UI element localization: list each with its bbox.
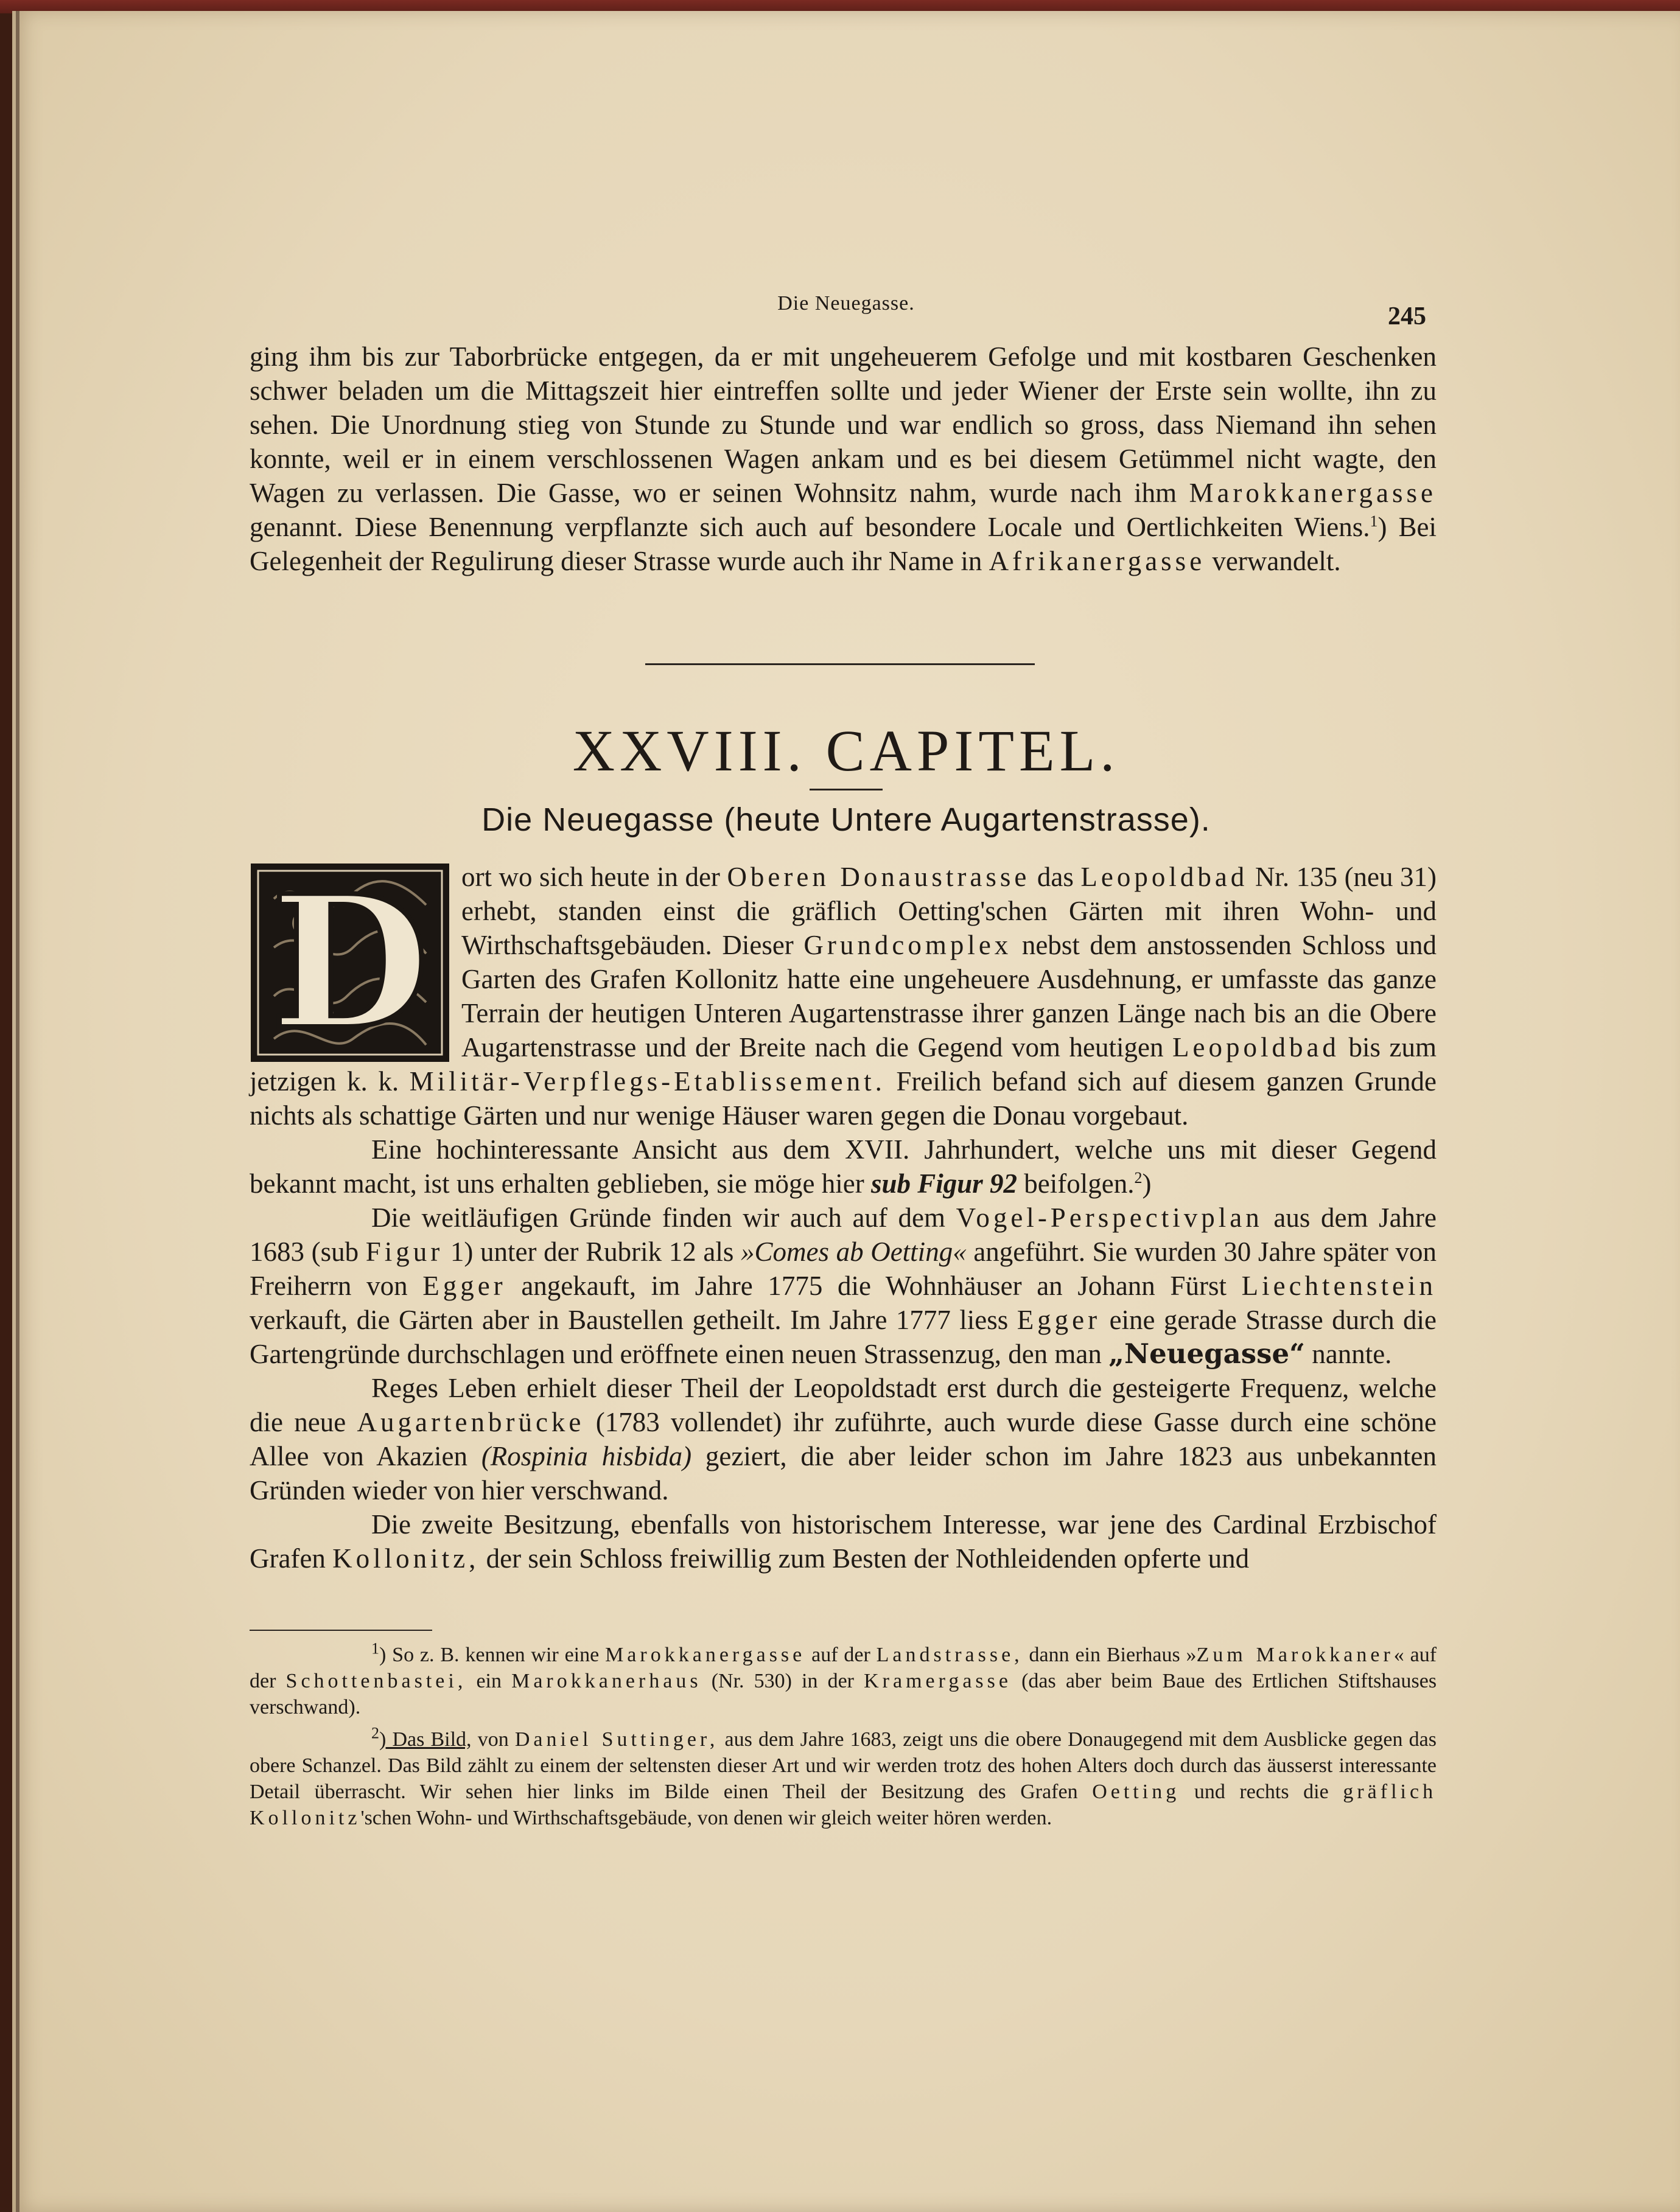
person-name: Egger (422, 1271, 506, 1301)
footnote-2 (250, 1726, 1437, 1831)
footnotes (250, 1639, 1437, 1837)
fn-text: ) So z. B. kennen wir eine (379, 1644, 600, 1666)
p3-text: Die weitläufigen Gründe finden wir auch auf dem (371, 1202, 946, 1233)
emphasized-term: Vogel-Perspectivplan (956, 1202, 1263, 1233)
p3-text: nannte. (1312, 1339, 1392, 1369)
place-name: Leopoldbad (1080, 862, 1248, 892)
intro-paragraph (250, 340, 1437, 578)
p3-text: angekauft, im Jahre 1775 die Wohnhäuser an Johann Fürst (521, 1271, 1227, 1301)
p4-text: geziert, die aber leider schon im Jahre 1823 aus unbekannten Gründen wieder von hier verschwand. (250, 1441, 1437, 1505)
p1-text: bis zum jetzigen k. k. (250, 1032, 1437, 1097)
place-name: Militär-Verpflegs-Etablissement. (409, 1066, 886, 1097)
p4-text: (1783 vollendet) ihr zuführte, auch wurde diese Gasse durch eine schöne Allee von Akazien (250, 1407, 1437, 1471)
p5-text: der sein Schloss freiwillig zum Besten der Nothleidenden opferte und (486, 1543, 1250, 1574)
fn-text: ein (476, 1670, 502, 1692)
section-divider (645, 663, 1035, 665)
p4-text: Reges Leben erhielt dieser Theil der Leopoldstadt erst durch die gesteigerte Frequenz, welche die neue (250, 1373, 1437, 1437)
title-rule (810, 789, 883, 790)
person-name: gräflich Kollonitz (250, 1781, 1437, 1829)
emphasized-term: Figur (365, 1237, 444, 1267)
p3-text: verkauft, die Gärten aber in Baustellen getheilt. Im Jahre 1777 liess (250, 1305, 1009, 1335)
person-name: Kollonitz, (332, 1543, 480, 1574)
footnote-number: 1 (371, 1639, 379, 1658)
place-name: Leopoldbad (1172, 1032, 1340, 1062)
p2-text: Eine hochinteressante Ansicht aus dem XVII. Jahrhundert, welche uns mit dieser Gegend bekannt macht, ist uns erhalten geblieben, sie möge hier (250, 1134, 1437, 1199)
footnote-rule (250, 1630, 432, 1631)
p2-text: ) (1142, 1168, 1152, 1199)
p1-text: Nr. 135 (neu 31) erhebt, standen einst die gräflich Oetting'schen Gärten mit ihren Wohn- und Wirthschaftsgebäuden. Dieser (461, 862, 1437, 960)
latin-name: (Rospinia hisbida) (481, 1441, 692, 1471)
street-name: Oberen Donaustrasse (727, 862, 1031, 892)
footnote-ref: 1 (1370, 512, 1378, 530)
fn-text: auf der (811, 1644, 870, 1666)
p5-text: Die zweite Besitzung, ebenfalls von historischem Interesse, war jene des Cardinal Erzbischof Grafen (250, 1509, 1437, 1574)
drop-cap (250, 855, 450, 1070)
footnote-1 (250, 1639, 1437, 1720)
inn-name: Zum Marokkaner (1196, 1644, 1394, 1666)
book-page (12, 11, 1680, 2212)
latin-quote: »Comes ab Oetting« (740, 1237, 967, 1267)
intro-street-name-2: Afrikanergasse (989, 546, 1206, 576)
fn-text: und rechts die (1194, 1781, 1329, 1803)
p1-text: ort wo sich heute in der (461, 862, 720, 892)
binding-edge (16, 11, 19, 2212)
place-name: Augartenbrücke (357, 1407, 585, 1437)
fn-text: ) Das Bild, (379, 1728, 472, 1751)
street-name-fraktur: „Neuegasse“ (1108, 1338, 1305, 1370)
p3-text: eine gerade Strasse durch die Gartengründe durchschlagen und eröffnete einen neuen Strassenzug, den man (250, 1305, 1437, 1369)
drop-cap-letter: D (270, 855, 430, 1070)
intro-text-4: verwandelt. (1212, 546, 1341, 576)
figure-reference: sub Figur 92 (870, 1168, 1018, 1199)
fn-text: aus dem Jahre 1683, zeigt uns die obere Donaugegend mit dem Ausblicke gegen das obere Schanzel. Das Bild zählt zu einem der seltensten dieser Art und wir werden trotz des hohen Alters doch durch das äusserst interessante Detail überrascht. Wir sehen hier links im Bilde einen Theil der Besitzung des Grafen (250, 1728, 1437, 1803)
p3-text: 1) unter der Rubrik 12 als (450, 1237, 734, 1267)
page-number: 245 (1388, 302, 1426, 330)
chapter-subtitle: Die Neuegasse (heute Untere Augartenstrasse). (481, 801, 1211, 838)
p2-text: beifolgen. (1024, 1168, 1135, 1199)
place-name: Landstrasse, (876, 1644, 1023, 1666)
fn-text: (das aber beim Baue des Ertlichen Stiftshauses verschwand). (250, 1670, 1437, 1718)
chapter-body (250, 855, 1437, 1575)
intro-text-2: genannt. Diese Benennung verpflanzte sich auch auf besondere Locale und Oertlichkeiten Wiens. (250, 512, 1370, 542)
intro-street-name: Marokkanergasse (1189, 478, 1437, 508)
street-name: Marokkanergasse (605, 1644, 806, 1666)
p1-text: nebst dem anstossenden Schloss und Garten des Grafen Kollonitz hatte eine ungeheuere Ausdehnung, er umfasste das ganze Terrain der heutigen Unteren Augartenstrasse ihrer ganzen Länge nach bis an die Obere Augartenstrasse und der Breite nach die Gegend vom heutigen (461, 930, 1437, 1062)
person-name: Egger (1017, 1305, 1101, 1335)
house-name: Marokkanerhaus (511, 1670, 702, 1692)
place-name: Schottenbastei, (285, 1670, 467, 1692)
p3-text: angeführt. Sie wurden 30 Jahre später von Freiherrn von (250, 1237, 1437, 1301)
intro-text: ging ihm bis zur Taborbrücke entgegen, da er mit ungeheuerem Gefolge und mit kostbaren Geschenken schwer beladen um die Mittagszeit hier eintreffen sollte und jeder Wiener der Erste sein wollte, ihn zu sehen. Die Unordnung stieg von Stunde zu Stunde und war endlich so gross, dass Niemand ihn sehen konnte, weil er in einem verschlossenen Wagen ankam und es bei diesem Getümmel nicht wagte, den Wagen zu verlassen. Die Gasse, wo er seinen Wohnsitz nahm, wurde nach ihm (250, 341, 1437, 508)
intro-text-3: ) Bei Gelegenheit der Regulirung dieser Strasse wurde auch ihr Name in (250, 512, 1437, 576)
fn-text: (Nr. 530) in der (711, 1670, 854, 1692)
chapter-title: XXVIII. CAPITEL. (572, 718, 1120, 783)
person-name: Liechtenstein (1241, 1271, 1437, 1301)
fn-text: dann ein Bierhaus » (1029, 1644, 1197, 1666)
running-head: Die Neuegasse. (777, 292, 915, 315)
fn-text: « auf der (250, 1644, 1437, 1692)
p1-text: das (1037, 862, 1074, 892)
emphasized-term: Grundcomplex (803, 930, 1012, 960)
street-name: Kramergasse (864, 1670, 1012, 1692)
footnote-number: 2 (371, 1724, 379, 1742)
footnote-ref: 2 (1134, 1169, 1143, 1187)
person-name: Oetting (1092, 1781, 1180, 1803)
fn-text: von (477, 1728, 509, 1751)
p1-text: Freilich befand sich auf diesem ganzen Grunde nichts als schattige Gärten und nur wenige Häuser waren gegen die Donau vorgebaut. (250, 1066, 1437, 1131)
person-name: Daniel Suttinger, (514, 1728, 719, 1751)
p3-text: aus dem Jahre 1683 (sub (250, 1202, 1437, 1267)
fn-text: 'schen Wohn- und Wirthschaftsgebäude, von denen wir gleich weiter hören werden. (360, 1807, 1052, 1829)
